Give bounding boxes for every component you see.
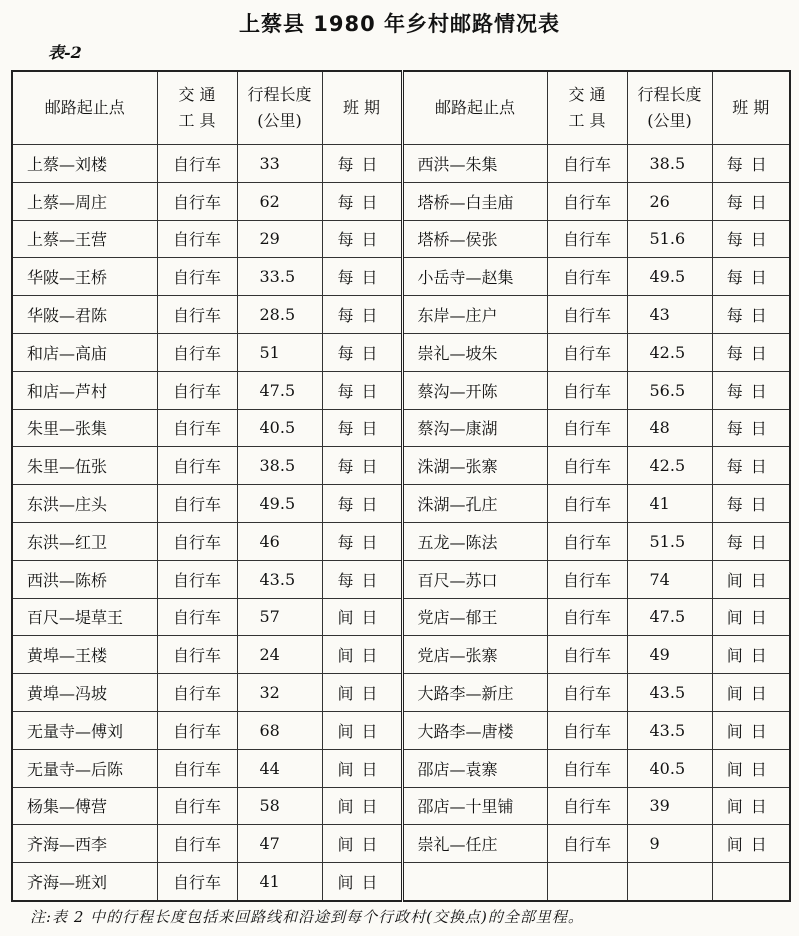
route-cell: 崇礼—任庄 — [402, 825, 547, 863]
distance-cell: 51.6 — [627, 220, 712, 258]
frequency-cell: 间日 — [322, 863, 402, 901]
route-cell — [402, 863, 547, 901]
table-row — [12, 636, 790, 674]
header-distance: 行程长度 (公里) — [627, 71, 712, 145]
table-row — [12, 674, 790, 712]
frequency-cell: 间日 — [322, 674, 402, 712]
table-row — [12, 825, 790, 863]
route-cell: 上蔡—周庄 — [12, 182, 157, 220]
table-label: 表-2 — [48, 43, 82, 62]
route-cell: 齐海—班刘 — [12, 863, 157, 901]
distance-cell: 68 — [237, 711, 322, 749]
header-route: 邮路起止点 — [12, 71, 157, 145]
frequency-cell: 间日 — [322, 787, 402, 825]
distance-cell: 58 — [237, 787, 322, 825]
distance-cell: 33.5 — [237, 258, 322, 296]
route-cell: 上蔡—王营 — [12, 220, 157, 258]
tool-cell: 自行车 — [157, 220, 237, 258]
route-cell: 塔桥—白圭庙 — [402, 182, 547, 220]
tool-cell: 自行车 — [157, 182, 237, 220]
table-row — [12, 333, 790, 371]
frequency-cell — [712, 863, 790, 901]
table-row — [12, 485, 790, 523]
distance-cell: 47.5 — [627, 598, 712, 636]
distance-cell: 42.5 — [627, 333, 712, 371]
frequency-cell: 每日 — [712, 409, 790, 447]
route-cell: 大路李—唐楼 — [402, 711, 547, 749]
frequency-cell: 间日 — [712, 560, 790, 598]
frequency-cell: 每日 — [322, 560, 402, 598]
frequency-cell: 间日 — [712, 636, 790, 674]
frequency-cell: 间日 — [322, 711, 402, 749]
distance-cell: 29 — [237, 220, 322, 258]
header-frequency: 班 期 — [322, 71, 402, 145]
tool-cell: 自行车 — [157, 749, 237, 787]
table-row — [12, 711, 790, 749]
route-cell: 五龙—陈法 — [402, 522, 547, 560]
table-row — [12, 258, 790, 296]
route-cell: 党店—张寨 — [402, 636, 547, 674]
distance-cell: 26 — [627, 182, 712, 220]
frequency-cell: 每日 — [712, 333, 790, 371]
tool-cell: 自行车 — [547, 333, 627, 371]
distance-cell: 9 — [627, 825, 712, 863]
table-row — [12, 409, 790, 447]
frequency-cell: 每日 — [712, 145, 790, 183]
distance-cell: 40.5 — [237, 409, 322, 447]
footnote: 注:表 2 中的行程长度包括来回路线和沿途到每个行政村(交换点)的全部里程。 — [30, 908, 584, 926]
distance-cell: 43.5 — [627, 711, 712, 749]
frequency-cell: 间日 — [322, 825, 402, 863]
distance-cell: 32 — [237, 674, 322, 712]
frequency-cell: 每日 — [322, 220, 402, 258]
frequency-cell: 间日 — [712, 674, 790, 712]
distance-cell: 57 — [237, 598, 322, 636]
route-cell: 蔡沟—康湖 — [402, 409, 547, 447]
tool-cell: 自行车 — [547, 409, 627, 447]
distance-cell: 28.5 — [237, 296, 322, 334]
route-cell: 东岸—庄户 — [402, 296, 547, 334]
tool-cell: 自行车 — [547, 674, 627, 712]
distance-cell: 41 — [237, 863, 322, 901]
tool-cell: 自行车 — [547, 787, 627, 825]
tool-cell: 自行车 — [547, 825, 627, 863]
table-row — [12, 863, 790, 901]
frequency-cell: 每日 — [712, 220, 790, 258]
route-cell: 党店—郁王 — [402, 598, 547, 636]
table-row — [12, 296, 790, 334]
tool-cell: 自行车 — [157, 258, 237, 296]
route-cell: 和店—高庙 — [12, 333, 157, 371]
tool-cell: 自行车 — [157, 296, 237, 334]
distance-cell: 43 — [627, 296, 712, 334]
tool-cell: 自行车 — [547, 220, 627, 258]
route-cell: 小岳寺—赵集 — [402, 258, 547, 296]
table-row — [12, 522, 790, 560]
tool-cell: 自行车 — [547, 749, 627, 787]
distance-cell: 48 — [627, 409, 712, 447]
distance-cell: 39 — [627, 787, 712, 825]
route-cell: 塔桥—侯张 — [402, 220, 547, 258]
tool-cell: 自行车 — [157, 371, 237, 409]
route-cell: 东洪—庄头 — [12, 485, 157, 523]
table-row — [12, 598, 790, 636]
header-frequency: 班 期 — [712, 71, 790, 145]
tool-cell: 自行车 — [157, 863, 237, 901]
postal-route-table — [11, 70, 791, 902]
route-cell: 朱里—伍张 — [12, 447, 157, 485]
distance-cell: 42.5 — [627, 447, 712, 485]
tool-cell: 自行车 — [547, 598, 627, 636]
frequency-cell: 间日 — [712, 711, 790, 749]
tool-cell: 自行车 — [157, 333, 237, 371]
distance-cell: 44 — [237, 749, 322, 787]
route-cell: 齐海—西李 — [12, 825, 157, 863]
tool-cell: 自行车 — [157, 787, 237, 825]
frequency-cell: 每日 — [712, 182, 790, 220]
tool-cell: 自行车 — [547, 371, 627, 409]
route-cell: 西洪—陈桥 — [12, 560, 157, 598]
frequency-cell: 每日 — [322, 145, 402, 183]
distance-cell: 47.5 — [237, 371, 322, 409]
tool-cell: 自行车 — [547, 447, 627, 485]
tool-cell: 自行车 — [157, 485, 237, 523]
route-cell: 华陂—王桥 — [12, 258, 157, 296]
distance-cell: 51.5 — [627, 522, 712, 560]
route-cell: 西洪—朱集 — [402, 145, 547, 183]
route-cell: 杨集—傅营 — [12, 787, 157, 825]
frequency-cell: 间日 — [712, 825, 790, 863]
distance-cell: 49.5 — [627, 258, 712, 296]
frequency-cell: 每日 — [322, 409, 402, 447]
route-cell: 华陂—君陈 — [12, 296, 157, 334]
distance-cell: 43.5 — [627, 674, 712, 712]
header-route: 邮路起止点 — [402, 71, 547, 145]
tool-cell: 自行车 — [547, 636, 627, 674]
route-cell: 百尺—苏口 — [402, 560, 547, 598]
frequency-cell: 每日 — [712, 296, 790, 334]
route-cell: 黄埠—冯坡 — [12, 674, 157, 712]
tool-cell: 自行车 — [157, 674, 237, 712]
frequency-cell: 每日 — [712, 485, 790, 523]
tool-cell: 自行车 — [157, 447, 237, 485]
frequency-cell: 每日 — [712, 447, 790, 485]
distance-cell: 47 — [237, 825, 322, 863]
frequency-cell: 每日 — [322, 333, 402, 371]
route-cell: 蔡沟—开陈 — [402, 371, 547, 409]
tool-cell: 自行车 — [157, 711, 237, 749]
distance-cell: 33 — [237, 145, 322, 183]
tool-cell: 自行车 — [547, 560, 627, 598]
frequency-cell: 每日 — [322, 447, 402, 485]
route-cell: 和店—芦村 — [12, 371, 157, 409]
table-row — [12, 182, 790, 220]
distance-cell — [627, 863, 712, 901]
tool-cell: 自行车 — [157, 409, 237, 447]
table-row — [12, 787, 790, 825]
tool-cell: 自行车 — [157, 598, 237, 636]
tool-cell: 自行车 — [157, 636, 237, 674]
route-cell: 黄埠—王楼 — [12, 636, 157, 674]
route-cell: 崇礼—坡朱 — [402, 333, 547, 371]
route-cell: 朱里—张集 — [12, 409, 157, 447]
route-cell: 百尺—堤草王 — [12, 598, 157, 636]
table-row — [12, 371, 790, 409]
frequency-cell: 每日 — [322, 371, 402, 409]
route-cell: 东洪—红卫 — [12, 522, 157, 560]
header-tool: 交 通 工 具 — [157, 71, 237, 145]
frequency-cell: 每日 — [712, 258, 790, 296]
distance-cell: 51 — [237, 333, 322, 371]
route-cell: 洙湖—张寨 — [402, 447, 547, 485]
tool-cell: 自行车 — [547, 485, 627, 523]
distance-cell: 41 — [627, 485, 712, 523]
distance-cell: 43.5 — [237, 560, 322, 598]
frequency-cell: 每日 — [712, 522, 790, 560]
tool-cell: 自行车 — [547, 258, 627, 296]
table-row — [12, 560, 790, 598]
frequency-cell: 间日 — [322, 749, 402, 787]
frequency-cell: 每日 — [322, 258, 402, 296]
route-cell: 上蔡—刘楼 — [12, 145, 157, 183]
tool-cell: 自行车 — [547, 711, 627, 749]
frequency-cell: 每日 — [322, 182, 402, 220]
route-cell: 无量寺—傅刘 — [12, 711, 157, 749]
frequency-cell: 间日 — [712, 598, 790, 636]
distance-cell: 56.5 — [627, 371, 712, 409]
route-cell: 邵店—袁寨 — [402, 749, 547, 787]
table-row — [12, 447, 790, 485]
tool-cell: 自行车 — [157, 145, 237, 183]
frequency-cell: 间日 — [322, 598, 402, 636]
tool-cell: 自行车 — [547, 522, 627, 560]
frequency-cell: 每日 — [322, 296, 402, 334]
frequency-cell: 每日 — [322, 485, 402, 523]
tool-cell: 自行车 — [157, 560, 237, 598]
table-row — [12, 145, 790, 183]
route-cell: 邵店—十里铺 — [402, 787, 547, 825]
distance-cell: 40.5 — [627, 749, 712, 787]
tool-cell — [547, 863, 627, 901]
tool-cell: 自行车 — [547, 296, 627, 334]
distance-cell: 62 — [237, 182, 322, 220]
tool-cell: 自行车 — [547, 182, 627, 220]
route-cell: 大路李—新庄 — [402, 674, 547, 712]
header-tool: 交 通 工 具 — [547, 71, 627, 145]
frequency-cell: 间日 — [712, 749, 790, 787]
frequency-cell: 间日 — [322, 636, 402, 674]
table-row — [12, 749, 790, 787]
frequency-cell: 每日 — [322, 522, 402, 560]
distance-cell: 24 — [237, 636, 322, 674]
tool-cell: 自行车 — [547, 145, 627, 183]
tool-cell: 自行车 — [157, 825, 237, 863]
frequency-cell: 每日 — [712, 371, 790, 409]
tool-cell: 自行车 — [157, 522, 237, 560]
frequency-cell: 间日 — [712, 787, 790, 825]
route-cell: 洙湖—孔庄 — [402, 485, 547, 523]
distance-cell: 38.5 — [627, 145, 712, 183]
distance-cell: 74 — [627, 560, 712, 598]
distance-cell: 38.5 — [237, 447, 322, 485]
table-header-row — [12, 71, 790, 145]
distance-cell: 49.5 — [237, 485, 322, 523]
header-distance: 行程长度 (公里) — [237, 71, 322, 145]
distance-cell: 49 — [627, 636, 712, 674]
table-row — [12, 220, 790, 258]
document-title: 上蔡县 1980 年乡村邮路情况表 — [238, 12, 561, 36]
route-cell: 无量寺—后陈 — [12, 749, 157, 787]
distance-cell: 46 — [237, 522, 322, 560]
